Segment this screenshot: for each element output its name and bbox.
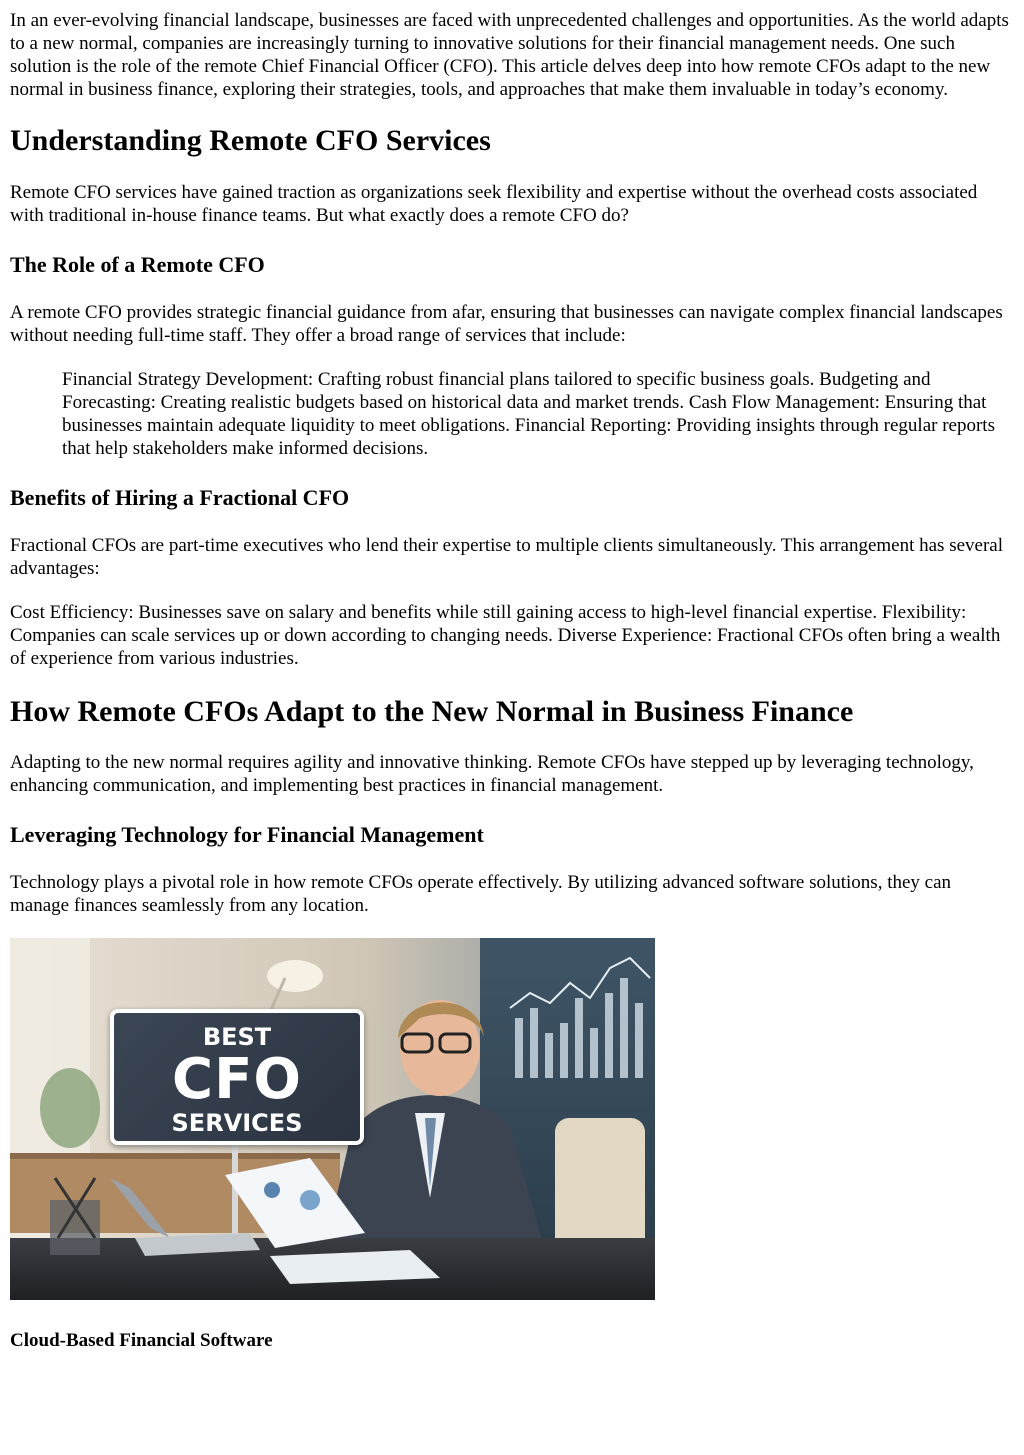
heading-role: The Role of a Remote CFO [10, 252, 265, 277]
article [0, 9, 1024, 1352]
intro-paragraph: In an ever-evolving financial landscape, businesses are faced with unprecedented challenges and opportunities. As the world adapts to a new normal, companies are increasingly turning to innovative solutions for their financial management needs. One such solution is the role of the remote Chief Financial Officer (CFO). This article delves deep into how remote CFOs adapt to the new normal in business finance, exploring their strategies, tools, and approaches that make them invaluable in today’s economy. [10, 10, 1009, 100]
services-blockquote [62, 368, 1014, 460]
benefits-paragraph: Fractional CFOs are part-time executives who lend their expertise to multiple clients simultaneously. This arrangement has several advantages: [10, 535, 1004, 579]
tech-paragraph: Technology plays a pivotal role in how remote CFOs operate effectively. By utilizing advanced software solutions, they can manage finances seamlessly from any location. [10, 872, 952, 916]
sign-line-1: BEST [202, 1023, 272, 1051]
services-text: Financial Strategy Development: Crafting robust financial plans tailored to specific business goals. Budgeting and Forecasting: Creating realistic budgets based on historical data and market trends. Cash Flow Management: Ensuring that businesses maintain adequate liquidity to meet obligations. Financial Reporting: Providing insights through regular reports that help stakeholders make informed decisions. [62, 369, 995, 459]
benefits-list-text: Cost Efficiency: Businesses save on salary and benefits while still gaining access to high-level financial expertise. Flexibility: Companies can scale services up or down according to changing needs. Diverse Experience: Fractional CFOs often bring a wealth of experience from various industries. [10, 602, 1001, 669]
adapt-paragraph: Adapting to the new normal requires agility and innovative thinking. Remote CFOs have stepped up by leveraging technology, enhancing communication, and implementing best practices in financial management. [10, 752, 974, 796]
role-paragraph: A remote CFO provides strategic financial guidance from afar, ensuring that businesses can navigate complex financial landscapes without needing full-time staff. They offer a broad range of services that include: [10, 302, 1003, 346]
understanding-paragraph: Remote CFO services have gained traction as organizations seek flexibility and expertise without the overhead costs associated with traditional in-house finance teams. But what exactly does a remote CFO do? [10, 182, 978, 226]
best-cfo-services-sign [110, 1009, 364, 1145]
heading-tech: Leveraging Technology for Financial Management [10, 822, 484, 847]
heading-benefits: Benefits of Hiring a Fractional CFO [10, 485, 350, 510]
sign-line-2: CFO [172, 1047, 302, 1112]
heading-cloud: Cloud-Based Financial Software [10, 1330, 273, 1351]
heading-adapt: How Remote CFOs Adapt to the New Normal in Business Finance [10, 695, 854, 728]
heading-understanding: Understanding Remote CFO Services [10, 124, 491, 157]
sign-line-3: SERVICES [171, 1109, 303, 1137]
cfo-services-photo [10, 938, 655, 1300]
